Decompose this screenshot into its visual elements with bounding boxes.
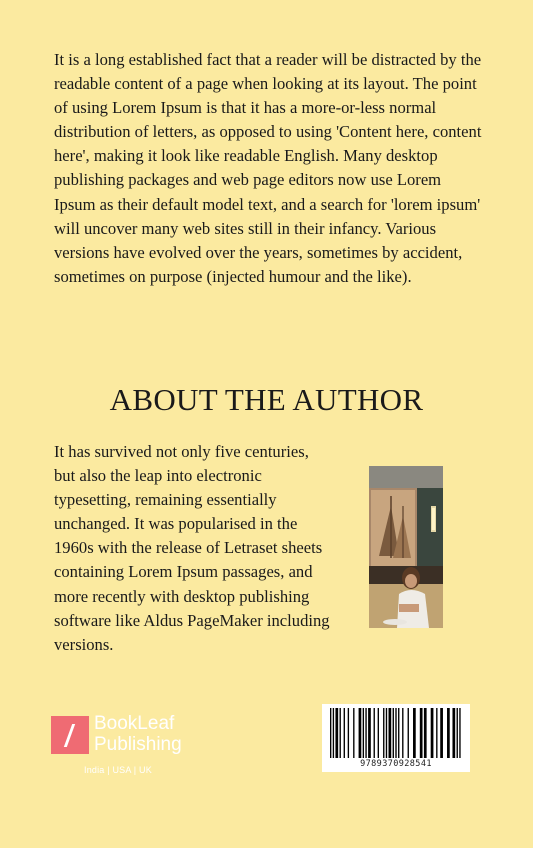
- author-bio: It has survived not only five centuries, but also the leap into electronic typesetting, remaining essentially unchanged. It was popularised in the 1960s with the release of Letraset sheets containing Lorem Ipsum passages, and more recently with desktop publishing software like Aldus PageMaker including versions.: [54, 442, 330, 654]
- isbn-number: 9789370928541: [360, 759, 432, 769]
- publisher-tagline: India | USA | UK: [84, 765, 152, 775]
- barcode-bar: [335, 708, 338, 758]
- barcode-bar: [431, 708, 434, 758]
- back-cover-blurb: It is a long established fact that a reader will be distracted by the readable content of a page when looking at its layout. The point of using Lorem Ipsum is that it has a more-or-less normal distribution of letters, as opposed to using 'Content here, content here', making it look like readable English. Many desktop publishing packages and web page editors now use Lorem Ipsum as their default model text, and a search for 'lorem ipsum' will uncover many web sites still in their infancy. Various versions have evolved over the years, sometimes by accident, sometimes on purpose (injected humour and the like).: [54, 50, 482, 286]
- barcode-bar: [447, 708, 450, 758]
- barcode-bar: [395, 708, 396, 758]
- barcode-bar: [374, 708, 375, 758]
- barcode-bar: [386, 708, 387, 758]
- barcode-bar: [424, 708, 427, 758]
- barcode-bar: [389, 708, 392, 758]
- barcode-bar: [340, 708, 341, 758]
- barcode-bar: [398, 708, 399, 758]
- barcode-bar: [363, 708, 364, 758]
- barcode-bar: [413, 708, 416, 758]
- barcode-bar: [353, 708, 354, 758]
- about-author-heading: ABOUT THE AUTHOR: [109, 382, 424, 417]
- barcode-bar: [457, 708, 458, 758]
- isbn-barcode: [322, 704, 470, 772]
- barcode-bar: [330, 708, 331, 758]
- barcode-bar: [436, 708, 437, 758]
- barcode-bar: [440, 708, 443, 758]
- barcode-bars: [330, 708, 462, 758]
- publisher-name: [94, 713, 182, 755]
- barcode-bar: [365, 708, 366, 758]
- author-photo: [369, 466, 443, 628]
- barcode-bar: [420, 708, 423, 758]
- barcode-bar: [368, 708, 371, 758]
- barcode-bar: [393, 708, 394, 758]
- barcode-bar: [378, 708, 379, 758]
- barcode-bar: [408, 708, 409, 758]
- barcode-bar: [359, 708, 362, 758]
- barcode-bar: [459, 708, 460, 758]
- barcode-bar: [348, 708, 349, 758]
- barcode-bar: [333, 708, 334, 758]
- barcode-bar: [383, 708, 384, 758]
- barcode-bar: [344, 708, 345, 758]
- publisher-logo-icon: [51, 716, 89, 754]
- publisher-name-line2: Publishing: [94, 734, 182, 755]
- barcode-bar: [452, 708, 455, 758]
- publisher-name-line1: BookLeaf: [94, 713, 175, 734]
- barcode-bar: [402, 708, 403, 758]
